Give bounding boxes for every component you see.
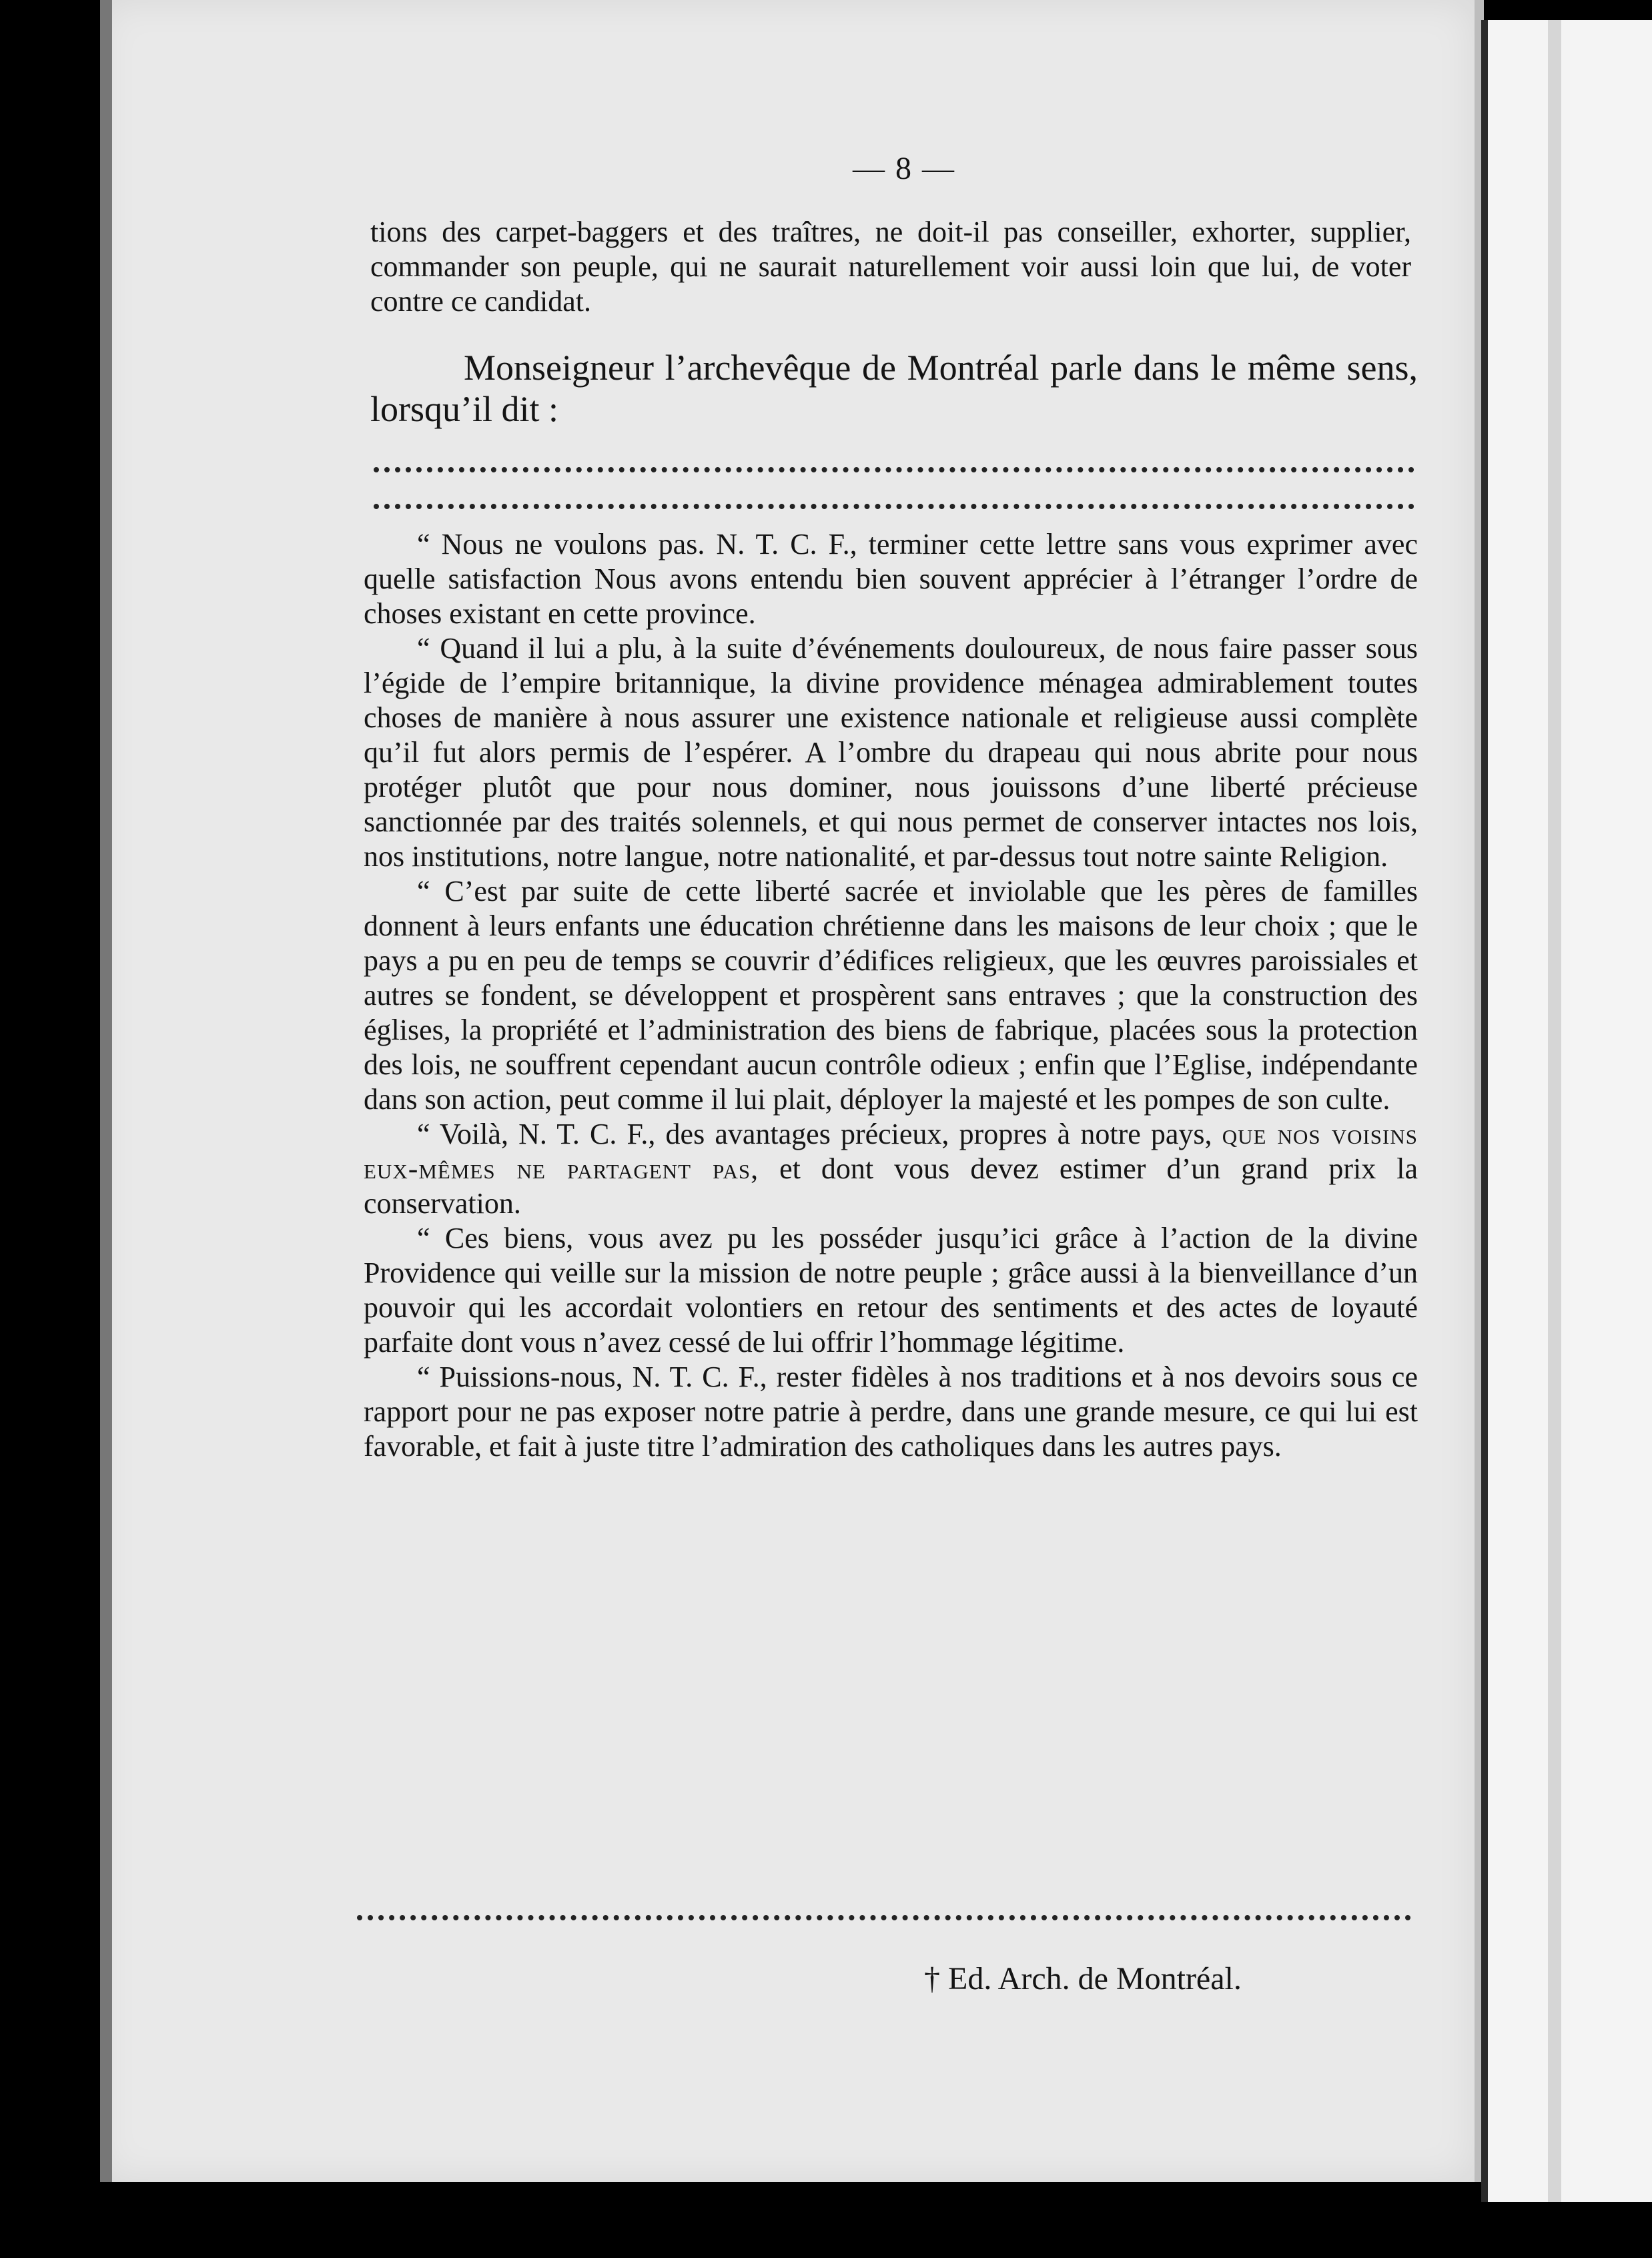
document-page — [100, 0, 1484, 2182]
ellipsis-line-3 — [357, 1908, 1411, 1920]
signature: † Ed. Arch. de Montréal. — [924, 1961, 1242, 1996]
quote-paragraph-3: “ C’est par suite de cette liberté sacrée et inviolable que les pères de familles donnent à leurs enfants une éducation chrétienne dans les maisons de leur choix ; que le pays a pu en peu de temps se couvrir d’édifices religieux, que les œuvres paroissiales et autres se fondent, se développent et prospèrent sans entraves ; que la construction des églises, la propriété et l’administration des biens de fabrique, placées sous la protection des lois, ne souffrent cependant aucun contrôle odieux ; enfin que l’Eglise, indépendante dans son action, peut comme il lui plait, déployer la majesté et les pompes de son culte. — [364, 875, 1418, 1116]
voila-smallcaps-text: que nos voisins eux-mêmes ne partagent pas, — [364, 1118, 1418, 1185]
facing-page-edge — [1481, 20, 1652, 2202]
quote-paragraph-4 — [364, 1117, 1418, 1221]
page-number: — 8 — — [853, 151, 955, 186]
quote-paragraph-6: “ Puissions-nous, N. T. C. F., rester fidèles à nos traditions et à nos devoirs sous ce rapport pour ne pas exposer notre patrie à perdre, dans une grande mesure, ce qui lui est favorable, et fait à juste titre l’admiration des catholiques dans les autres pays. — [364, 1361, 1418, 1463]
quote-paragraph-1: “ Nous ne voulons pas. N. T. C. F., terminer cette lettre sans vous exprimer avec quelle satisfaction Nous avons entendu bien souvent apprécier à l’étranger l’ordre de choses existant en cette province. — [364, 528, 1418, 630]
voila-text-start: “ Voilà, N. T. C. F., des avantages précieux, propres à notre pays, — [417, 1118, 1212, 1150]
facing-page-strip — [1548, 20, 1561, 2202]
quote-paragraph-2: “ Quand il lui a plu, à la suite d’événements douloureux, de nous faire passer sous l’égide de l’empire britannique, la divine providence ménagea admirablement toutes choses de manière à nous assurer une existence nationale et religieuse aussi complète qu’il fut alors permis de l’espérer. A l’ombre du drapeau qui nous abrite pour nous protéger plutôt que pour nous dominer, nous jouissons d’une liberté précieuse sanctionnée par des traités solennels, et qui nous permet de conserver intactes nos lois, nos institutions, notre langue, notre nationalité, et par-dessus tout notre sainte Religion. — [364, 632, 1418, 873]
opening-paragraph: tions des carpet-baggers et des traîtres, ne doit-il pas conseiller, exhorter, supplier, commander son peuple, qui ne saurait naturellement voir aussi loin que lui, de voter contre ce candidat. — [370, 216, 1411, 318]
page-edge-shadow — [100, 0, 112, 2182]
heading-paragraph: Monseigneur l’archevêque de Montréal parle dans le même sens, lorsqu’il dit : — [370, 348, 1418, 429]
quote-paragraph-5: “ Ces biens, vous avez pu les posséder jusqu’ici grâce à l’action de la divine Providence qui veille sur la mission de notre peuple ; grâce aussi à la bienveillance d’un pouvoir qui les accordait volontiers en retour des sentiments et des actes de loyauté parfaite dont vous n’avez cessé de lui offrir l’hommage légitime. — [364, 1222, 1418, 1359]
ellipsis-line-2 — [374, 497, 1414, 509]
quoted-letter — [364, 527, 1418, 1464]
ellipsis-line-1 — [374, 460, 1414, 472]
voila-text-end: et dont vous devez estimer d’un grand prix la conservation. — [364, 1152, 1418, 1220]
